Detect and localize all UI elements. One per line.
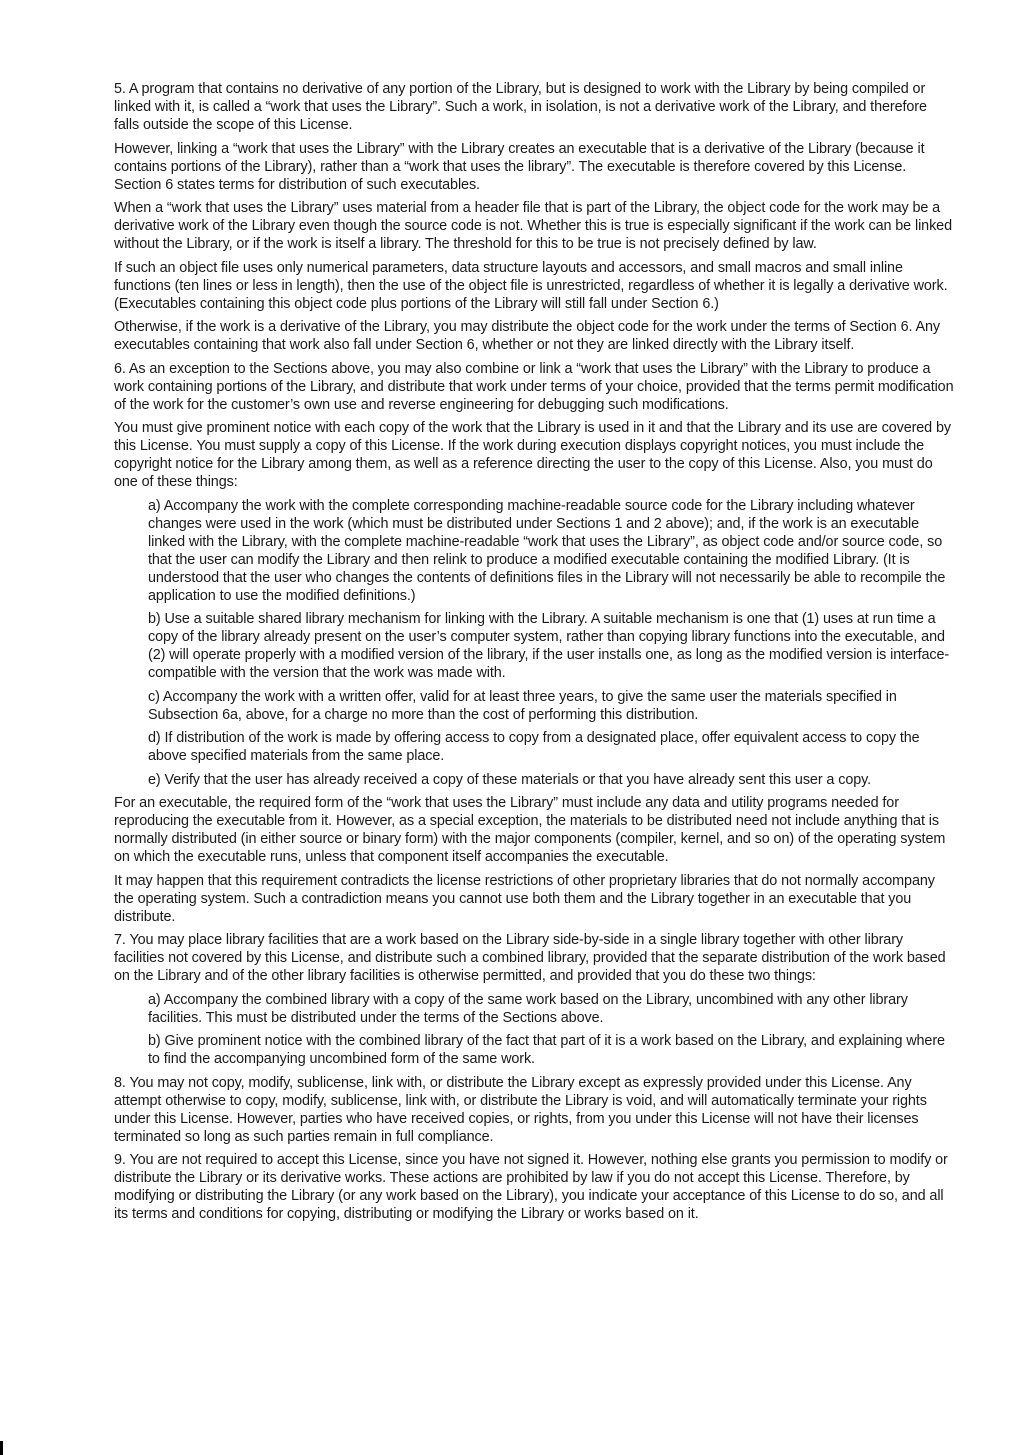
- document-page: [114, 80, 954, 1229]
- section-9-paragraph: 9. You are not required to accept this License, since you have not signed it. However, nothing else grants you permission to modify or distribute the Library or its derivative works. These actions are prohibited by law if you do not accept this License. Therefore, by modifying or distributing the Library (or any work based on the Library), you indicate your acceptance of this License to do so, and all its terms and conditions for copying, distributing or modifying the Library or works based on it.: [114, 1152, 948, 1222]
- section-8-paragraph: 8. You may not copy, modify, sublicense, link with, or distribute the Library except as expressly provided under this License. Any attempt otherwise to copy, modify, sublicense, link with, or distribute the Library is void, and will automatically terminate your rights under this License. However, parties who have received copies, or rights, from you under this License will not have their licenses terminated so long as such parties remain in full compliance.: [114, 1074, 927, 1145]
- paragraph: You must give prominent notice with each copy of the work that the Library is used in it and that the Library and its use are covered by this License. You must supply a copy of this License. If the work during execution displays copyright notices, you must include the copyright notice for the Library among them, as well as a reference directing the user to the copy of this License. Also, you must do one of these things:: [114, 420, 951, 490]
- section-6-paragraph: 6. As an exception to the Sections above, you may also combine or link a “work that uses the Library” with the Library to produce a work containing portions of the Library, and distribute that work under terms of your choice, provided that the terms permit modification of the work for the customer’s own use and reverse engineering for debugging such modifications.: [114, 360, 954, 413]
- list-item-6c: c) Accompany the work with a written offer, valid for at least three years, to give the same user the materials specified in Subsection 6a, above, for a charge no more than the cost of performing this distribution.: [148, 688, 897, 723]
- section-7-paragraph: 7. You may place library facilities that are a work based on the Library side-by-side in a single library together with other library facilities not covered by this License, and distribute such a combined library, provided that the separate distribution of the work based on the Library and of the other library facilities is otherwise permitted, and provided that you do these two things:: [114, 932, 946, 984]
- list-item-6d: d) If distribution of the work is made by offering access to copy from a designated place, offer equivalent access to copy the above specified materials from the same place.: [148, 730, 920, 764]
- list-item-7a: a) Accompany the combined library with a copy of the same work based on the Library, uncombined with any other library facilities. This must be distributed under the terms of the Sections above.: [148, 991, 908, 1026]
- list-item-6a: a) Accompany the work with the complete corresponding machine-readable source code for the Library including whatever changes were used in the work (which must be distributed under Sections 1 and 2 above); and, if the work is an executable linked with the Library, with the complete machine-readable “work that uses the Library”, as object code and/or source code, so that the user can modify the Library and then relink to produce a modified executable containing the modified Library. (It is understood that the user who changes the contents of definitions files in the Library will not necessarily be able to recompile the application to use the modified definitions.): [148, 497, 946, 604]
- paragraph: Otherwise, if the work is a derivative of the Library, you may distribute the object code for the work under the terms of Section 6. Any executables containing that work also fall under Section 6, whether or not they are linked directly with the Library itself.: [114, 319, 940, 353]
- list-item-6e: e) Verify that the user has already received a copy of these materials or that you have already sent this user a copy.: [148, 771, 872, 788]
- paragraph: If such an object file uses only numerical parameters, data structure layouts and accessors, and small macros and small inline functions (ten lines or less in length), then the use of the object file is unrestricted, regardless of whether it is legally a derivative work. (Executables containing this object code plus portions of the Library will still fall under Section 6.): [114, 259, 948, 312]
- page-edge-mark: [0, 1441, 3, 1455]
- section-5-paragraph: 5. A program that contains no derivative of any portion of the Library, but is designed to work with the Library by being compiled or linked with it, is called a “work that uses the Library”. Such a work, in isolation, is not a derivative work of the Library, and therefore falls outside the scope of this License.: [114, 81, 927, 133]
- paragraph: However, linking a “work that uses the Library” with the Library creates an executable that is a derivative of the Library (because it contains portions of the Library), rather than a “work that uses the library”. The executable is therefore covered by this License. Section 6 states terms for distribution of such executables.: [114, 140, 925, 193]
- list-item-7b: b) Give prominent notice with the combined library of the fact that part of it is a work based on the Library, and explaining where to find the accompanying uncombined form of the same work.: [148, 1033, 945, 1067]
- paragraph: When a “work that uses the Library” uses material from a header file that is part of the Library, the object code for the work may be a derivative work of the Library even though the source code is not. Whether this is true is especially significant if the work can be linked without the Library, or if the work is itself a library. The threshold for this to be true is not precisely defined by law.: [114, 200, 952, 252]
- paragraph: For an executable, the required form of the “work that uses the Library” must include any data and utility programs needed for reproducing the executable from it. However, as a special exception, the materials to be distributed need not include anything that is normally distributed (in either source or binary form) with the major components (compiler, kernel, and so on) of the operating system on which the executable runs, unless that component itself accompanies the executable.: [114, 795, 946, 865]
- list-item-6b: b) Use a suitable shared library mechanism for linking with the Library. A suitable mechanism is one that (1) uses at run time a copy of the library already present on the user’s computer system, rather than copying library functions into the executable, and (2) will operate properly with a modified version of the library, if the user installs one, as long as the modified version is interface-compatible with the version that the work was made with.: [148, 611, 950, 681]
- paragraph: It may happen that this requirement contradicts the license restrictions of other proprietary libraries that do not normally accompany the operating system. Such a contradiction means you cannot use both them and the Library together in an executable that you distribute.: [114, 872, 935, 925]
